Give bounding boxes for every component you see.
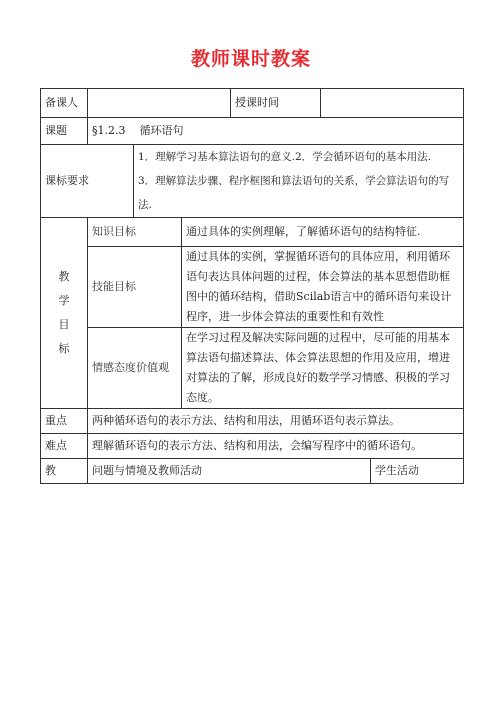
objective-skill-row (41, 247, 464, 328)
topic-section: §1.2.3 (92, 123, 126, 137)
skill-text: 通过具体的实例，掌握循环语句的具体应用，利用循环语句表达具体问题的过程，体会算法的基本思想借助框图中的循环结构，借助Scilab语言中的循环语句来设计程序，进一步体会算法的重要性和有效性 (182, 247, 464, 328)
teacher-activity-header: 问题与情境及教师活动 (88, 459, 371, 484)
activities-label: 教 (41, 459, 88, 484)
difficulties-text: 理解循环语句的表示方法、结构和用法，会编写程序中的循环语句。 (88, 434, 464, 459)
difficulties-label: 难点 (41, 434, 88, 459)
topic-row (41, 118, 464, 145)
preparer-value (88, 89, 231, 118)
objectives-label: 教 学 目 标 (41, 218, 88, 409)
objective-emotion-row (41, 328, 464, 409)
key-points-text: 两种循环语句的表示方法、结构和用法，用循环语句表示算法。 (88, 409, 464, 434)
preparer-label: 备课人 (41, 89, 88, 118)
standards-row (41, 145, 464, 218)
knowledge-label: 知识目标 (88, 218, 182, 247)
emotion-text: 在学习过程及解决实际问题的过程中，尽可能的用基本算法语句描述算法、体会算法思想的作用及应用，增进对算法的了解，形成良好的数学学习情感、积极的学习态度。 (182, 328, 464, 409)
emotion-label: 情感态度价值观 (88, 328, 182, 409)
standards-item: 1．理解学习基本算法语句的意义.2．学会循环语句的基本用法. (138, 151, 432, 163)
time-label: 授课时间 (231, 89, 321, 118)
time-value (321, 89, 464, 118)
lesson-plan-table (40, 88, 464, 484)
skill-label: 技能目标 (88, 247, 182, 328)
key-points-label: 重点 (41, 409, 88, 434)
standards-content (134, 145, 464, 218)
standards-item: 3．理解算法步骤、程序框图和算法语句的关系，学会算法语句的写法. (138, 175, 450, 211)
activities-header-row (41, 459, 464, 484)
topic-label: 课题 (41, 118, 88, 145)
difficulties-row (41, 434, 464, 459)
topic-value (88, 118, 464, 145)
objective-knowledge-row (41, 218, 464, 247)
standards-label: 课标要求 (41, 145, 134, 218)
key-points-row (41, 409, 464, 434)
student-activity-header: 学生活动 (371, 459, 464, 484)
page-title: 教师课时教案 (190, 48, 311, 70)
knowledge-text: 通过具体的实例理解，了解循环语句的结构特征. (182, 218, 464, 247)
preparer-row (41, 89, 464, 118)
topic-name: 循环语句 (139, 123, 184, 137)
